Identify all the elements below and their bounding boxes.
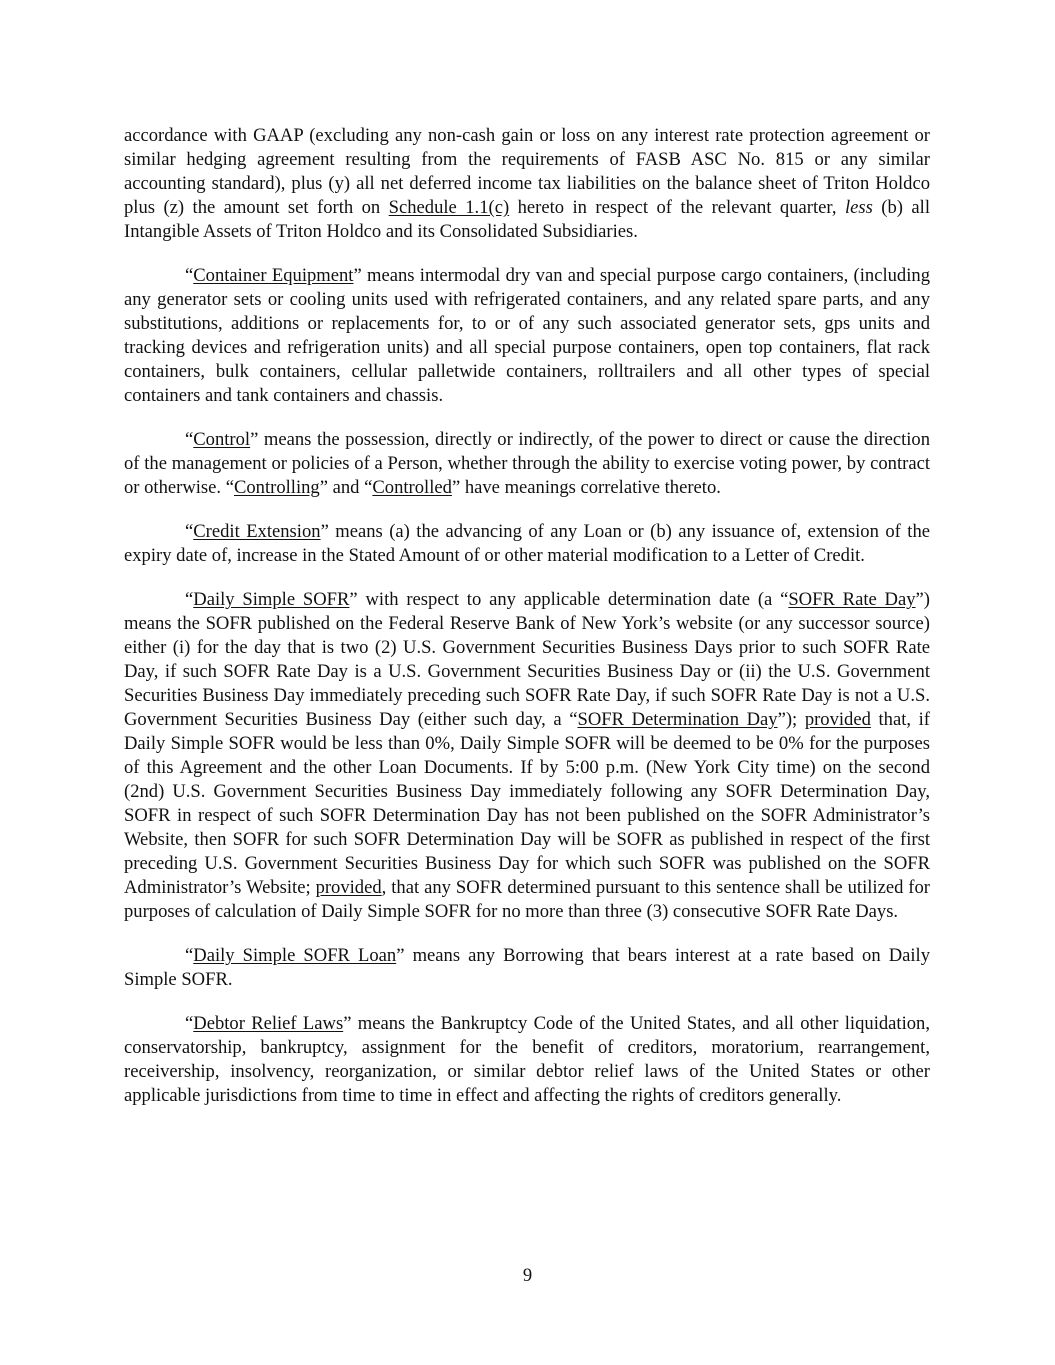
definition-daily-simple-sofr-loan [124,944,930,992]
definition-text: ” means intermodal dry van and special purpose cargo containers, (including any generator sets or cooling units used with refrigerated containers, and any related spare parts, and any substitutions, additions or replacements for, to or of any such associated generator sets, gps units and tracking devices and refrigeration units) and all special purpose containers, open top containers, flat rack containers, bulk containers, cellular palletwide containers, rolltrailers and all other types of special containers and tank containers and chassis. [124,265,930,406]
open-quote: “ [185,1013,194,1034]
definition-text: ” means the Bankruptcy Code of the United States, and all other liquidation, conservatorship, bankruptcy, assignment for the benefit of creditors, moratorium, rearrangement, receivership, insolvency, reorganization, or similar debtor relief laws of the United States or other applicable jurisdictions from time to time in effect and affecting the rights of creditors generally. [124,1013,930,1106]
definition-text: ” with respect to any applicable determination date (a “ [349,589,789,610]
text-span: (b) all Intangible Assets of Triton Holdco and its Consolidated Subsidiaries. [124,197,930,242]
definition-container-equipment [124,264,930,408]
definition-text: ” means the possession, directly or indirectly, of the power to direct or cause the direction of the management or policies of a Person, whether through the ability to exercise voting power, by contract or otherwise. “ [124,429,930,498]
definition-daily-simple-sofr [124,588,930,924]
paragraph-gaap-continuation [124,124,930,244]
defined-term-daily-simple-sofr: Daily Simple SOFR [193,589,350,610]
defined-term-sofr-determination-day: SOFR Determination Day [577,709,778,730]
defined-term-daily-simple-sofr-loan: Daily Simple SOFR Loan [193,945,397,966]
definition-credit-extension [124,520,930,568]
document-body [124,124,930,1128]
definition-text: ” means any Borrowing that bears interest at a rate based on Daily Simple SOFR. [124,945,931,990]
emphasis-less: less [844,197,873,218]
definition-text: , that any SOFR determined pursuant to this sentence shall be utilized for purposes of calculation of Daily Simple SOFR for no more than three (3) consecutive SOFR Rate Days. [124,877,930,922]
defined-term-controlling: Controlling [233,477,320,498]
definition-text: ” means (a) the advancing of any Loan or (b) any issuance of, extension of the expiry date of, increase in the Stated Amount of or other material modification to a Letter of Credit. [124,521,930,566]
defined-term-container-equipment: Container Equipment [193,265,354,286]
page-number: 9 [522,1265,533,1286]
open-quote: “ [185,945,194,966]
open-quote: “ [185,589,194,610]
definition-text: that, if Daily Simple SOFR would be less than 0%, Daily Simple SOFR will be deemed to be 0% for the purposes of this Agreement and the other Loan Documents. If by 5:00 p.m. (New York City time) on the second (2nd) U.S. Government Securities Business Day immediately following any SOFR Determination Day, SOFR in respect of such SOFR Determination Day has not been published on the SOFR Administrator’s Website, then SOFR for such SOFR Determination Day will be SOFR as published in respect of the first preceding U.S. Government Securities Business Day for which such SOFR was published on the SOFR Administrator’s Website; [124,709,930,898]
definition-text: ”); [777,709,805,730]
open-quote: “ [185,521,194,542]
schedule-reference: Schedule 1.1(c) [388,197,510,218]
defined-term-debtor-relief-laws: Debtor Relief Laws [193,1013,344,1034]
defined-term-controlled: Controlled [372,477,452,498]
provided-clause-1: provided [804,709,871,730]
definition-control [124,428,930,500]
open-quote: “ [185,265,194,286]
provided-clause-2: provided [315,877,382,898]
text-span: accordance with GAAP (excluding any non-cash gain or loss on any interest rate protection agreement or similar hedging agreement resulting from the requirements of FASB ASC No. 815 or any similar accounting standard), plus (y) all net deferred income tax liabilities on the balance sheet of Triton Holdco plus (z) the amount set forth on [124,125,930,218]
defined-term-control: Control [193,429,251,450]
open-quote: “ [185,429,194,450]
definition-text: ”) means the SOFR published on the Federal Reserve Bank of New York’s website (or any successor source) either (i) for the day that is two (2) U.S. Government Securities Business Days prior to such SOFR Rate Day, if such SOFR Rate Day is a U.S. Government Securities Business Day or (ii) the U.S. Government Securities Business Day immediately preceding such SOFR Rate Day, if such SOFR Rate Day is not a U.S. Government Securities Business Day (either such day, a “ [124,589,930,730]
definition-text: ” and “ [319,477,373,498]
defined-term-credit-extension: Credit Extension [193,521,321,542]
text-span: hereto in respect of the relevant quarter, [509,197,845,218]
definition-text: ” have meanings correlative thereto. [451,477,721,498]
defined-term-sofr-rate-day: SOFR Rate Day [788,589,916,610]
definition-debtor-relief-laws [124,1012,930,1108]
